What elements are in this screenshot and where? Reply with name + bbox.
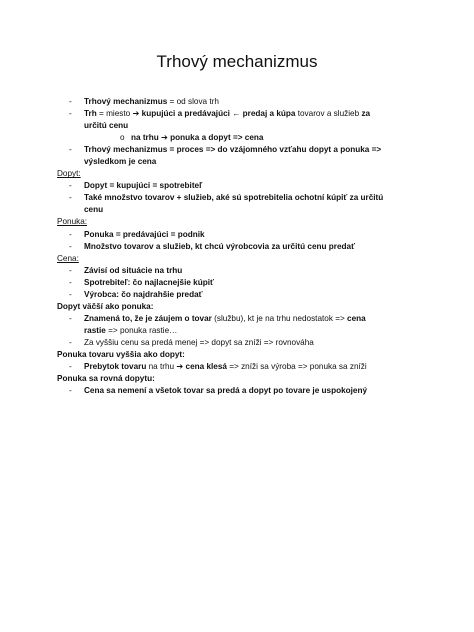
list-item: - Znamená to, že je záujem o tovar (službu), kt je na trhu nedostatok => cena rastie => ponuka rastie…: [57, 313, 387, 337]
list-item-sub: o na trhu ➔ ponuka a dopyt => cena: [111, 132, 387, 144]
list-item: - Spotrebiteľ: čo najlacnejšie kúpiť: [57, 277, 387, 289]
dash-bullet: -: [69, 97, 72, 106]
section-heading: Dopyt väčší ako ponuka:: [57, 301, 154, 311]
dash-bullet: -: [69, 109, 72, 119]
list-item: - Prebytok tovaru na trhu ➔ cena klesá => zníži sa výroba => ponuka sa zníži: [57, 361, 387, 373]
document-body: [57, 96, 387, 397]
dash-bullet: -: [69, 145, 72, 155]
dash-bullet: -: [69, 386, 72, 396]
dash-bullet: -: [69, 181, 72, 191]
dash-bullet: -: [69, 337, 72, 347]
dash-bullet: -: [69, 241, 72, 251]
section-heading: Cena:: [57, 253, 79, 263]
list-item: - Množstvo tovarov a služieb, kt chcú výrobcovia za určitú cenu predať: [57, 241, 387, 253]
dash-bullet: -: [69, 229, 72, 239]
document-title: Trhový mechanizmus: [156, 52, 318, 71]
dash-bullet: -: [69, 265, 72, 275]
dash-bullet: -: [69, 193, 72, 203]
dash-bullet: -: [69, 362, 72, 372]
arrow-right-icon: ➔: [132, 109, 140, 119]
term: Trh: [84, 109, 97, 119]
section-heading: Dopyt:: [57, 169, 81, 179]
list-item: - Výrobca: čo najdrahšie predať: [57, 289, 387, 301]
list-item: - Dopyt = kupujúci = spotrebiteľ: [57, 180, 387, 192]
section-heading: Ponuka:: [57, 217, 88, 227]
section-heading: Ponuka sa rovná dopytu:: [57, 374, 155, 384]
dash-bullet: -: [69, 313, 72, 323]
list-item: - Cena sa nemení a všetok tovar sa predá a dopyt po tovare je uspokojený: [57, 385, 387, 397]
list-item: - Také množstvo tovarov + služieb, aké sú spotrebitelia ochotní kúpiť za určitú cenu: [57, 192, 387, 216]
dash-bullet: -: [69, 289, 72, 299]
arrow-right-icon: ➔: [176, 362, 184, 372]
circle-bullet: o: [120, 133, 125, 143]
list-item: - Ponuka = predávajúci = podnik: [57, 229, 387, 241]
term: Trhový mechanizmus: [84, 97, 168, 106]
list-item: - Trhový mechanizmus = proces => do vzájomného vzťahu dopyt a ponuka => výsledkom je cena: [57, 144, 387, 168]
definition: = od slova trh: [167, 97, 219, 106]
arrow-right-icon: ➔: [161, 133, 168, 143]
dash-bullet: -: [69, 277, 72, 287]
list-item: [57, 96, 387, 108]
term: Trhový mechanizmus: [84, 145, 168, 155]
list-item: - Trh = miesto ➔ kupujúci a predávajúci ← predaj a kúpa tovarov a služieb za určitú cenu: [57, 108, 387, 132]
list-item: - Za vyššiu cenu sa predá menej => dopyt sa zníži => rovnováha: [57, 337, 387, 349]
section-heading: Ponuka tovaru vyššia ako dopyt:: [57, 349, 185, 359]
list-item: - Závisí od situácie na trhu: [57, 265, 387, 277]
